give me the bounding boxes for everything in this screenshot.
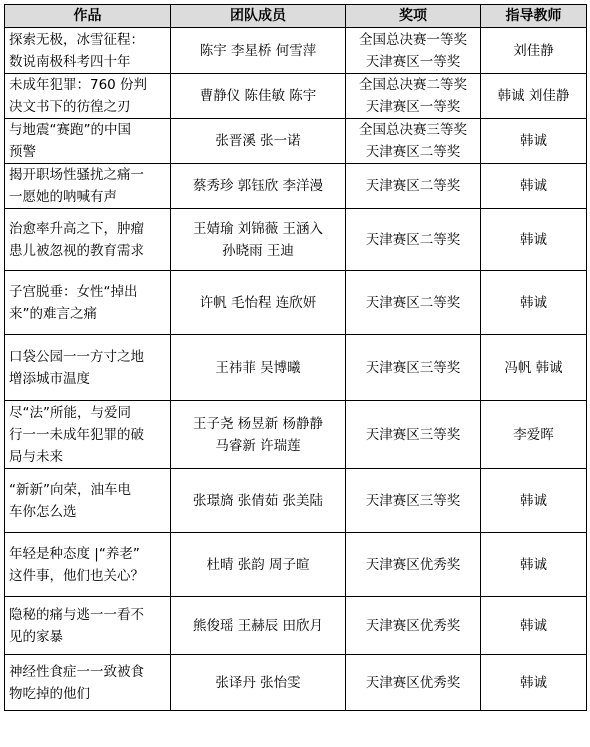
members-cell-line: 王子尧 杨昱新 杨静静 <box>192 415 324 432</box>
award-cell <box>346 597 481 655</box>
members-cell-line: 孙晓雨 王迪 <box>222 242 294 259</box>
members-cell-line: 王祎菲 吴博曦 <box>215 359 301 376</box>
award-cell <box>346 469 481 533</box>
award-cell <box>346 209 481 271</box>
members-cell <box>171 271 346 335</box>
award-cell <box>346 533 481 597</box>
award-cell-line: 天津赛区优秀奖 <box>365 674 461 691</box>
table-row <box>5 401 587 469</box>
members-cell <box>171 119 346 164</box>
table-row <box>5 655 587 711</box>
table-row <box>5 469 587 533</box>
work-cell-line: 数说南极科考四十年 <box>9 53 131 70</box>
members-cell-line: 张译丹 张怡雯 <box>215 674 301 691</box>
award-cell <box>346 401 481 469</box>
teacher-cell <box>481 469 587 533</box>
table-row <box>5 271 587 335</box>
teacher-cell-line: 韩诚 <box>520 617 547 634</box>
teacher-cell-line: 韩诚 <box>520 133 547 149</box>
award-cell <box>346 164 481 209</box>
teacher-cell <box>481 209 587 271</box>
members-cell-line: 蔡秀珍 郭钰欣 李洋漫 <box>192 178 324 194</box>
work-cell <box>5 28 171 74</box>
work-cell-line: 揭开职场性骚扰之痛一 <box>9 167 144 183</box>
work-cell-line: 与地震“赛跑”的中国 <box>9 122 131 138</box>
members-cell-line: 熊俊瑶 王赫辰 田欣月 <box>192 617 324 634</box>
work-cell-line: 未成年犯罪：760 份判 <box>9 77 148 93</box>
teacher-cell-line: 韩诚 <box>520 178 547 194</box>
work-cell <box>5 401 171 469</box>
teacher-cell <box>481 597 587 655</box>
teacher-cell <box>481 335 587 401</box>
award-cell-line: 全国总决赛三等奖 <box>359 122 467 138</box>
work-cell-line: 隐秘的痛与逃一一看不 <box>9 606 144 623</box>
members-cell-line: 杜晴 张韵 周子暄 <box>206 556 310 573</box>
teacher-cell-line: 韩诚 刘佳静 <box>497 88 570 104</box>
work-cell <box>5 209 171 271</box>
award-cell <box>346 271 481 335</box>
teacher-cell <box>481 271 587 335</box>
work-cell-line: 一愿她的呐喊有声 <box>9 189 117 205</box>
members-cell <box>171 164 346 209</box>
award-cell-line: 天津赛区三等奖 <box>365 359 461 376</box>
members-cell-line: 张璟旖 张倩茹 张美陆 <box>192 492 324 509</box>
award-cell-line: 天津赛区一等奖 <box>365 53 461 70</box>
work-cell <box>5 271 171 335</box>
award-cell <box>346 119 481 164</box>
header-row <box>5 5 587 28</box>
teacher-cell-line: 李爱晖 <box>513 426 554 443</box>
teacher-cell-line: 刘佳静 <box>513 42 554 59</box>
award-cell-line: 天津赛区二等奖 <box>365 178 461 194</box>
work-cell <box>5 655 171 711</box>
award-cell <box>346 74 481 119</box>
award-cell <box>346 655 481 711</box>
teacher-cell-line: 韩诚 <box>520 674 547 691</box>
work-cell-line: 口袋公园一一方寸之地 <box>9 348 144 365</box>
award-cell-line: 天津赛区优秀奖 <box>365 617 461 634</box>
members-cell <box>171 401 346 469</box>
members-cell <box>171 28 346 74</box>
teacher-cell-line: 韩诚 <box>520 556 547 573</box>
work-cell <box>5 469 171 533</box>
members-cell <box>171 533 346 597</box>
work-cell-line: 这件事，他们也关心？ <box>9 567 144 584</box>
award-cell-line: 天津赛区二等奖 <box>365 294 461 311</box>
teacher-cell-line: 冯帆 韩诚 <box>504 359 563 376</box>
work-cell-line: 来”的难言之痛 <box>9 305 97 322</box>
work-cell-line: 患儿被忽视的教育需求 <box>9 242 144 259</box>
table-row <box>5 209 587 271</box>
header-members: 团队成员 <box>171 5 346 28</box>
table-row <box>5 335 587 401</box>
members-cell-line: 陈宇 李星桥 何雪萍 <box>199 42 317 59</box>
table-body <box>5 28 587 711</box>
members-cell-line: 马睿新 许瑞莲 <box>215 437 301 454</box>
teacher-cell-line: 韩诚 <box>520 492 547 509</box>
teacher-cell <box>481 655 587 711</box>
award-cell-line: 天津赛区二等奖 <box>365 144 461 160</box>
table-row <box>5 533 587 597</box>
header-teacher: 指导教师 <box>481 5 587 28</box>
work-cell-line: 神经性食症一一致被食 <box>9 663 144 680</box>
teacher-cell <box>481 74 587 119</box>
work-cell-line: 子宫脱垂：女性“掉出 <box>9 283 138 300</box>
work-cell <box>5 533 171 597</box>
work-cell-line: 车你怎么选 <box>9 503 77 520</box>
teacher-cell-line: 韩诚 <box>520 294 547 311</box>
work-cell <box>5 597 171 655</box>
work-cell-line: 年轻是种态度 |“养老” <box>9 545 140 562</box>
members-cell-line: 曹静仪 陈佳敏 陈宇 <box>199 88 317 104</box>
award-cell-line: 天津赛区二等奖 <box>365 231 461 248</box>
award-cell-line: 天津赛区三等奖 <box>365 426 461 443</box>
table-row <box>5 74 587 119</box>
members-cell-line: 张晋溪 张一诺 <box>215 133 301 149</box>
awards-table <box>4 4 587 711</box>
table-row <box>5 28 587 74</box>
work-cell <box>5 119 171 164</box>
work-cell-line: 探索无极，冰雪征程： <box>9 31 144 48</box>
work-cell <box>5 335 171 401</box>
work-cell-line: “新新”向荣，油车电 <box>9 481 131 498</box>
members-cell <box>171 469 346 533</box>
members-cell <box>171 335 346 401</box>
teacher-cell <box>481 533 587 597</box>
work-cell-line: 物吃掉的他们 <box>9 685 90 702</box>
teacher-cell-line: 韩诚 <box>520 231 547 248</box>
table-row <box>5 597 587 655</box>
work-cell <box>5 164 171 209</box>
members-cell-line: 王婧瑜 刘锦薇 王涵入 <box>192 220 324 237</box>
members-cell <box>171 209 346 271</box>
members-cell <box>171 74 346 119</box>
work-cell-line: 尽“法”所能，与爱同 <box>9 404 131 421</box>
teacher-cell <box>481 119 587 164</box>
members-cell <box>171 597 346 655</box>
award-cell-line: 天津赛区三等奖 <box>365 492 461 509</box>
work-cell-line: 预警 <box>9 144 36 160</box>
award-cell-line: 全国总决赛二等奖 <box>359 77 467 93</box>
teacher-cell <box>481 401 587 469</box>
award-cell <box>346 335 481 401</box>
work-cell-line: 治愈率升高之下，肿瘤 <box>9 220 144 237</box>
table-row <box>5 164 587 209</box>
award-cell-line: 天津赛区优秀奖 <box>365 556 461 573</box>
work-cell-line: 局与未来 <box>9 448 63 465</box>
award-cell-line: 天津赛区一等奖 <box>365 99 461 115</box>
work-cell-line: 决文书下的彷徨之刃 <box>9 99 131 115</box>
award-cell <box>346 28 481 74</box>
work-cell-line: 见的家暴 <box>9 628 63 645</box>
table-row <box>5 119 587 164</box>
teacher-cell <box>481 164 587 209</box>
header-work: 作品 <box>5 5 171 28</box>
members-cell <box>171 655 346 711</box>
teacher-cell <box>481 28 587 74</box>
award-cell-line: 全国总决赛一等奖 <box>359 31 467 48</box>
header-award: 奖项 <box>346 5 481 28</box>
work-cell <box>5 74 171 119</box>
members-cell-line: 许帆 毛怡程 连欣妍 <box>199 294 317 311</box>
work-cell-line: 行一一未成年犯罪的破 <box>9 426 144 443</box>
work-cell-line: 增添城市温度 <box>9 370 90 387</box>
